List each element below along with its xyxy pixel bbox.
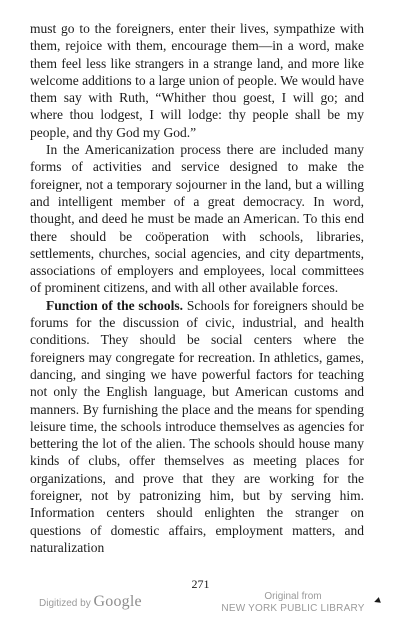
- paragraph-function-of-schools: [30, 297, 364, 556]
- corner-arrow-icon: [373, 597, 381, 605]
- paragraph-text: Schools for foreigners should be forums for the discussion of civic, industrial, and health conditions. They should be social centers where the foreigners may congregate for recreation. In athletics, games, dancing, and singing we have powerful factors for teaching not only the English language, but American customs and manners. By furnishing the place and the means for spending leisure time, the schools introduce themselves as agencies for bettering the lot of the alien. The schools should house many kinds of clubs, offer themselves as meeting places for organizations, and prove that they are working for the foreigner, not by patronizing him, but by serving him. Information centers should enlighten the stranger on questions of domestic affairs, employment matters, and naturalization: [30, 297, 364, 555]
- digitized-by-label: Digitized by: [39, 598, 91, 609]
- paragraph-continuation: must go to the foreigners, enter their lives, sympathize with them, rejoice with them, encourage them—in a word, make them feel less like strangers in a strange land, and more like welcome additions to a large union of people. We would have them say with Ruth, “Whither thou goest, I will go; and where thou lodgest, I will lodge: thy people shall be my people, and thy God my God.”: [30, 21, 364, 140]
- digitized-by-watermark: [39, 593, 142, 611]
- original-from-label: Original from: [264, 591, 322, 602]
- section-heading: Function of the schools.: [46, 297, 184, 313]
- paragraph-americanization: In the Americanization process there are included many forms of activities and service designed to make the foreigner, not a temporary sojourner in the land, but a willing and intelligent member of a great democracy. In word, thought, and deed he must be made an American. To this end there should be coöperation with schools, libraries, settlements, churches, social agencies, and city departments, associations of employers and employees, local committees of prominent citizens, and with all other available forces.: [30, 142, 364, 296]
- page-body: [30, 20, 364, 556]
- google-logo: Google: [93, 593, 142, 610]
- library-name: NEW YORK PUBLIC LIBRARY: [221, 603, 365, 614]
- original-from-watermark: [218, 591, 368, 615]
- page-number: 271: [191, 577, 210, 591]
